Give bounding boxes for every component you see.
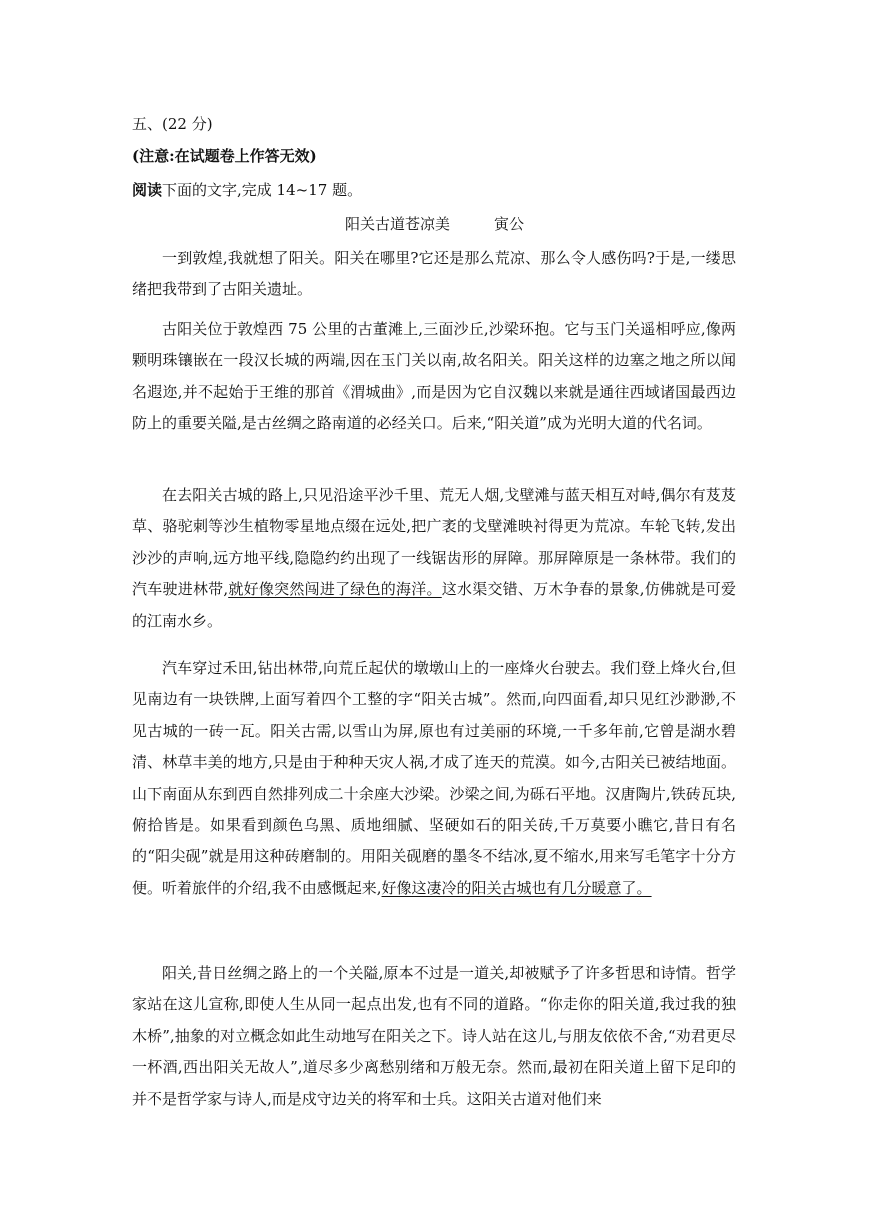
section-heading: 五、(22 分) [132,115,213,133]
article-author: 寅公 [494,215,525,233]
paragraph-3 [132,480,736,637]
paragraph-1: 一到敦煌,我就想了阳关。阳关在哪里?它还是那么荒凉、那么令人感伤吗?于是,一缕思绪把我带到了古阳关遗址。 [132,249,736,299]
article-title: 阳关古道苍凉美 [344,215,450,233]
paragraph-4-text: 汽车穿过禾田,钻出林带,向荒丘起伏的墩墩山上的一座烽火台驶去。我们登上烽火台,但见南边有一块铁牌,上面写着四个工整的字“阳关古城”。然而,向四面看,却只见红沙渺渺,不见古城的一砖一瓦。阳关古需,以雪山为屏,原也有过美丽的环境,一千多年前,它曾是湖水碧清、林草丰美的地方,只是由于种种天灾人祸,才成了连天的荒漠。如今,古阳关已被结地面。山下南面从东到西自然排列成二十余座大沙梁。沙梁之间,为砾石平地。汉唐陶片,铁砖瓦块,俯拾皆是。如果看到颜色乌黑、质地细腻、坚硬如石的阳关砖,千万莫要小瞧它,昔日有名的“阳尖砚”就是用这种砖磨制的。用阳关砚磨的墨冬不结冰,夏不缩水,用来写毛笔字十分方便。听着旅伴的介绍,我不由感慨起来, [132,659,736,897]
paragraph-3-text-b: 这水渠交错、万木争春的景象,仿佛就是可爱的江南水乡。 [132,580,736,630]
instruction [132,180,362,200]
paragraph-5: 阳关,昔日丝绸之路上的一个关隘,原本不过是一道关,却被赋予了许多哲思和诗情。哲学家站在这儿宣称,即使人生从同一起点出发,也有不同的道路。“你走你的阳关道,我过我的独木桥”,抽象的对立概念如此生动地写在阳关之下。诗人站在这儿,与朋友依依不舍,“劝君更尽一杯酒,西出阳关无故人”,道尽多少离愁别绪和万般无奈。然而,最初在阳关道上留下足印的并不是哲学家与诗人,而是戍守边关的将军和士兵。这阳关古道对他们来 [132,964,736,1108]
instruction-keyword: 阅读 [132,181,163,199]
notice: (注意:在试题卷上作答无效) [132,147,317,165]
paragraph-3-text-a: 在去阳关古城的路上,只见沿途平沙千里、荒无人烟,戈壁滩与蓝天相互对峙,偶尔有芨芨草、骆驼刺等沙生植物零星地点缀在远处,把广袤的戈壁滩映衬得更为荒凉。车轮飞转,发出沙沙的声响,远方地平线,隐隐约约出现了一线锯齿形的屏障。那屏障原是一条林带。我们的汽车驶进林带, [132,486,736,599]
paragraph-2: 古阳关位于敦煌西 75 公里的古董滩上,三面沙丘,沙梁环抱。它与玉门关遥相呼应,像两颗明珠镶嵌在一段汉长城的两端,因在玉门关以南,故名阳关。阳关这样的边塞之地之所以闻名遐迩,并不起始于王维的那首《渭城曲》,而是因为它自汉魏以来就是通往西域诸国最西边防上的重要关隘,是古丝绸之路南道的必经关口。后来,“阳关道”成为光明大道的代名词。 [132,320,736,433]
underlined-sentence-2: 好像这凄冷的阳关古城也有几分暖意了。 [381,878,652,897]
underlined-sentence-1: 就好像突然闯进了绿色的海洋。 [228,580,442,599]
instruction-text: 下面的文字,完成 14~17 题。 [162,181,363,199]
article-heading [0,214,869,234]
paragraph-4 [132,653,736,904]
